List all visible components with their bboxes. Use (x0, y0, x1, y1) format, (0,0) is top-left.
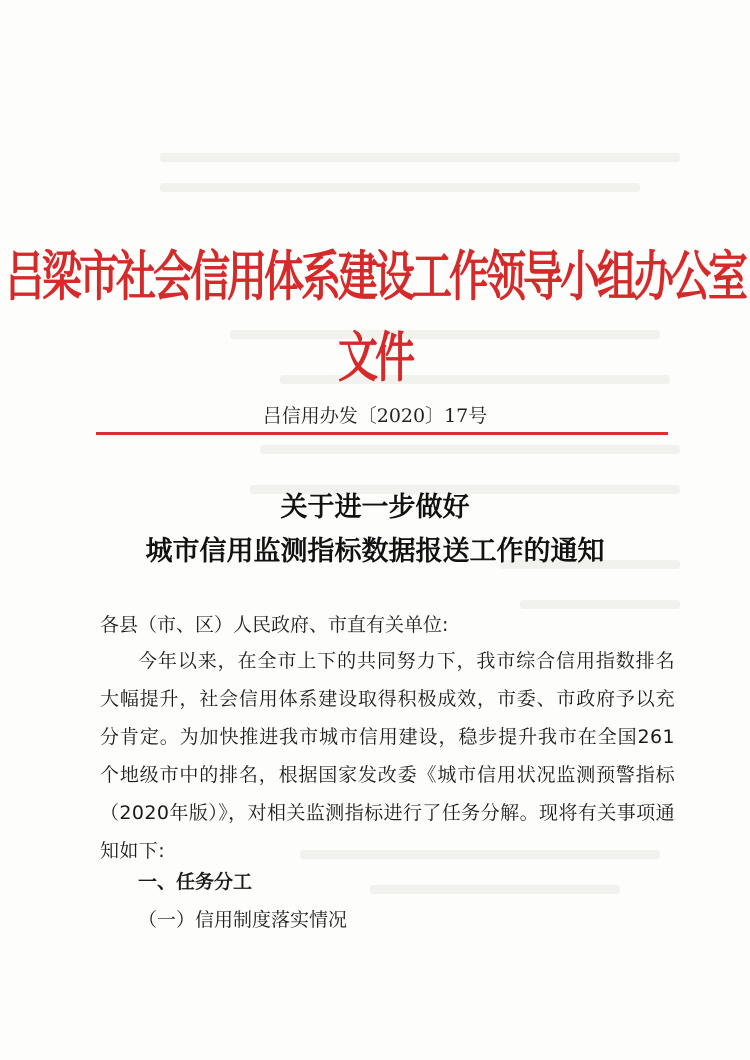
bleed-through-mark (520, 600, 680, 609)
red-masthead: 吕梁市社会信用体系建设工作领导小组办公室文件 (5, 245, 745, 390)
bleed-through-mark (370, 885, 620, 894)
bleed-through-mark (160, 183, 640, 192)
document-title-line-2: 城市信用监测指标数据报送工作的通知 (145, 536, 605, 567)
salutation: 各县（市、区）人民政府、市直有关单位: (100, 614, 449, 636)
document-title-line-1: 关于进一步做好 (280, 492, 470, 523)
body-paragraph: 今年以来，在全市上下的共同努力下，我市综合信用指数排名大幅提升，社会信用体系建设取得积极成效，市委、市政府予以充分肯定。为加快推进我市城市信用建设，稳步提升我市在全国261个地级市中的排名，根据国家发改委《城市信用状况监测预警指标（2020年版）》，对相关监测指标进行了任务分解。现将有关事项通知如下: (100, 650, 675, 862)
bleed-through-mark (260, 445, 680, 454)
document-number: 吕信用办发〔2020〕17号 (262, 405, 488, 427)
red-divider-line (96, 432, 668, 435)
subsection-heading: （一）信用制度落实情况 (138, 909, 348, 931)
section-heading: 一、任务分工 (138, 871, 253, 893)
bleed-through-mark (160, 153, 680, 162)
